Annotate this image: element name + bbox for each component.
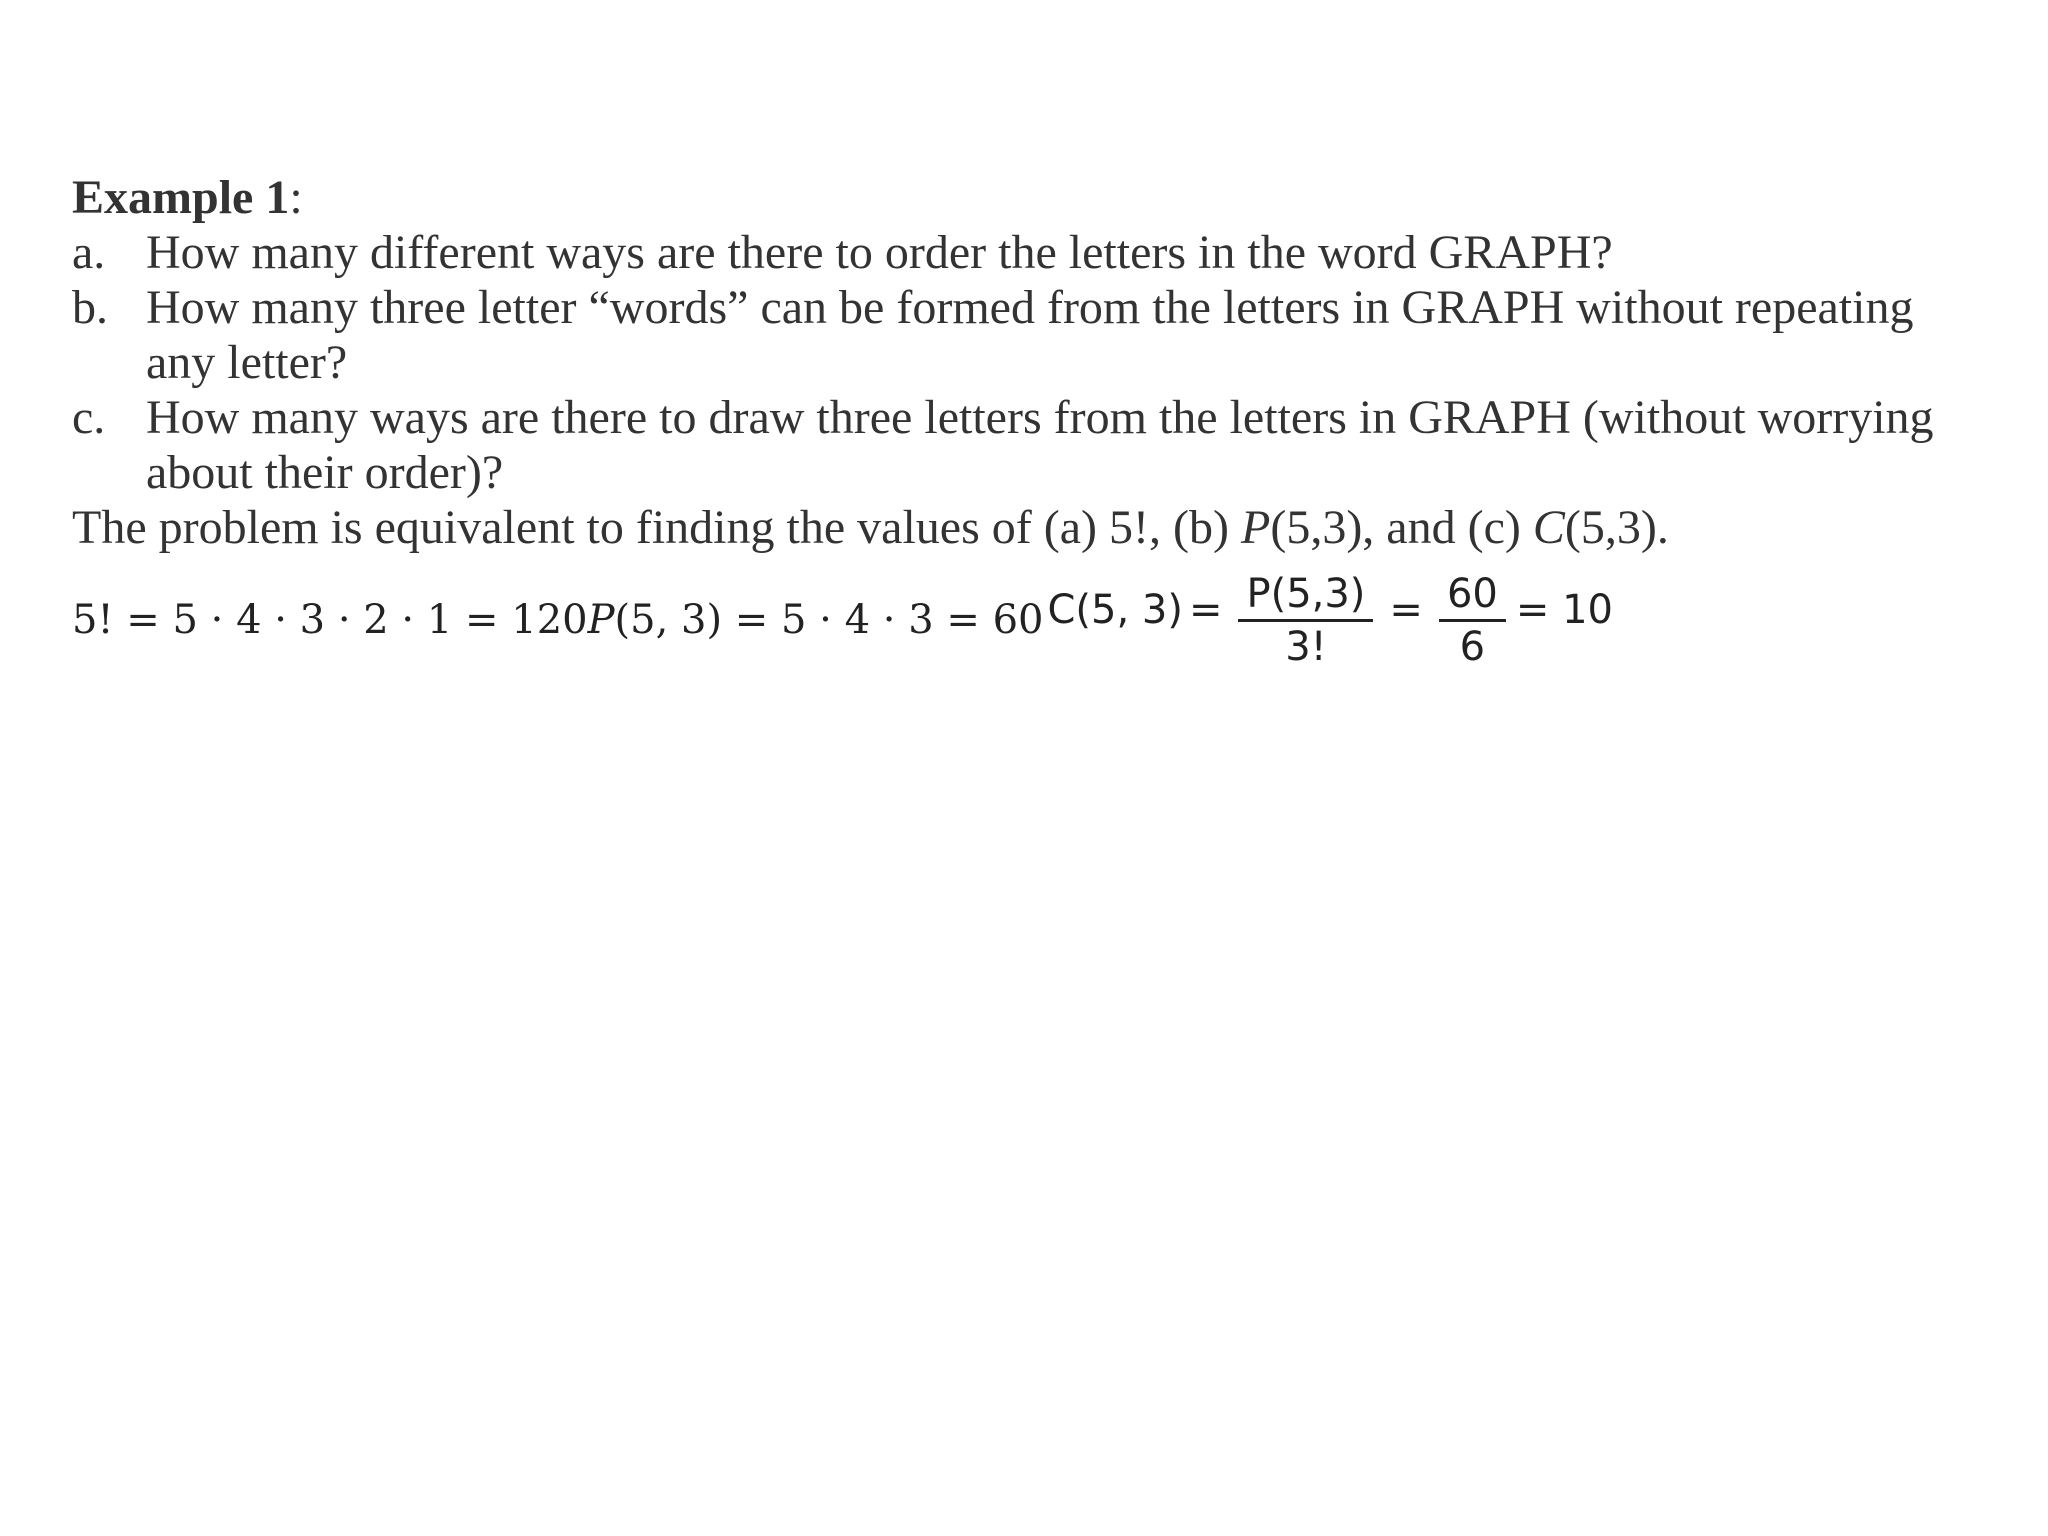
- permutation-var: P: [587, 597, 615, 643]
- example-title-bold: Example 1: [72, 171, 290, 224]
- question-text: How many different ways are there to order the letters in the word GRAPH?: [146, 226, 1613, 279]
- question-marker: a.: [72, 226, 106, 279]
- combination-equation: [1047, 561, 1613, 670]
- question-marker: c.: [72, 391, 106, 444]
- fraction-permutation-over-factorial: [1238, 571, 1373, 670]
- fraction-denominator: 6: [1459, 623, 1486, 670]
- fraction-sixty-over-six: [1439, 571, 1506, 670]
- fraction-denominator: 3!: [1285, 623, 1327, 670]
- slide-content: [72, 170, 1972, 555]
- question-a: [72, 225, 1972, 280]
- combination-result: = 10: [1515, 587, 1613, 633]
- question-c: [72, 390, 1972, 500]
- summary-c-var: C: [1532, 501, 1565, 554]
- fraction-numerator: 60: [1439, 571, 1506, 622]
- question-marker: b.: [72, 281, 108, 334]
- question-text: How many three letter “words” can be formed from the letters in GRAPH without repeating any letter?: [146, 281, 1914, 389]
- summary-p-var: P: [1241, 501, 1271, 554]
- summary-c-args: (5,3).: [1564, 501, 1669, 554]
- formula-row: [72, 560, 1613, 680]
- permutation-rest: (5, 3) = 5 · 4 · 3 = 60: [614, 597, 1044, 643]
- question-b: [72, 280, 1972, 390]
- equals-sign: =: [1389, 587, 1423, 633]
- question-list: [72, 225, 1972, 500]
- summary-p-args: (5,3), and (c): [1270, 501, 1533, 554]
- example-title-colon: :: [289, 171, 303, 224]
- equals-sign: =: [1188, 587, 1223, 633]
- summary-prefix: The problem is equivalent to finding the values of (a) 5!, (b): [72, 501, 1241, 554]
- permutation-equation: [588, 597, 1044, 643]
- fraction-numerator: P(5,3): [1238, 571, 1373, 622]
- factorial-equation: 5! = 5 · 4 · 3 · 2 · 1 = 120: [72, 597, 588, 643]
- summary-line: [72, 500, 1972, 555]
- example-title: [72, 170, 1972, 225]
- combination-lhs: C(5, 3): [1047, 587, 1183, 633]
- question-text: How many ways are there to draw three letters from the letters in GRAPH (without worrying about their order)?: [146, 391, 1934, 499]
